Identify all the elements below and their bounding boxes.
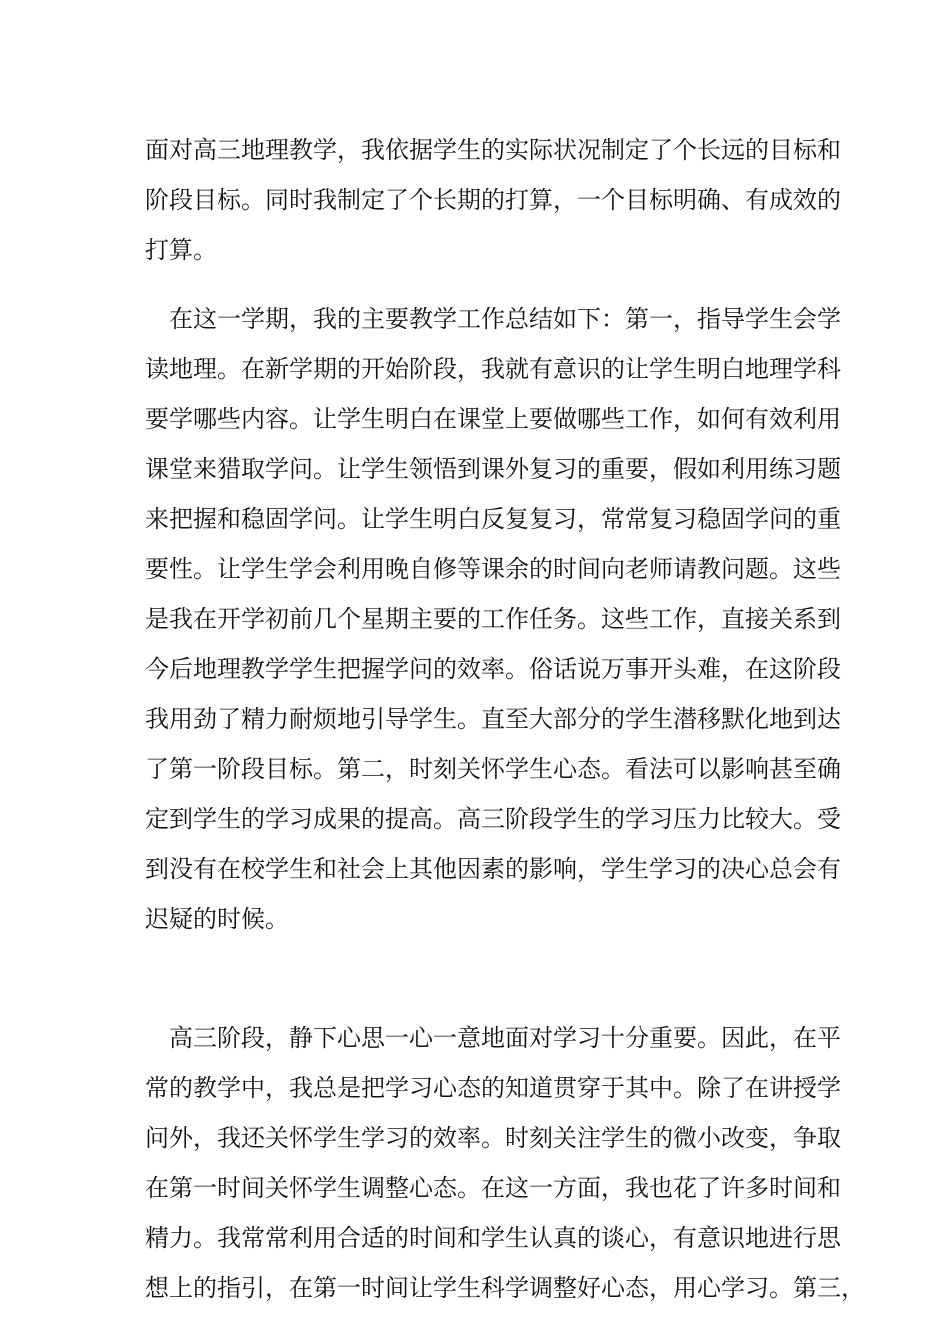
- document-body: [145, 125, 865, 1313]
- text-line: 要学哪些内容。让学生明白在课堂上要做哪些工作，如何有效利用: [145, 405, 841, 433]
- text-line: 面对高三地理教学，我依据学生的实际状况制定了个长远的目标和: [145, 136, 841, 164]
- text-line: 迟疑的时候。: [145, 905, 289, 933]
- text-line: 了第一阶段目标。第二，时刻关怀学生心态。看法可以影响甚至确: [145, 755, 841, 783]
- text-line: 来把握和稳固学问。让学生明白反复复习，常常复习稳固学问的重: [145, 505, 841, 533]
- text-line: 要性。让学生学会利用晚自修等课余的时间向老师请教问题。这些: [145, 555, 841, 583]
- text-line: 打算。: [145, 236, 217, 264]
- text-line: 常的教学中，我总是把学习心态的知道贯穿于其中。除了在讲授学: [145, 1074, 841, 1102]
- text-line: 定到学生的学习成果的提高。高三阶段学生的学习压力比较大。受: [145, 805, 841, 833]
- paragraph-2: [145, 294, 841, 994]
- paragraph-spacer: [145, 994, 810, 1013]
- text-line: 在这一学期，我的主要教学工作总结如下：第一，指导学生会学: [145, 305, 841, 333]
- paragraph-1: [145, 125, 841, 275]
- paragraph-3: [145, 1013, 865, 1313]
- text-line: 读地理。在新学期的开始阶段，我就有意识的让学生明白地理学科: [145, 355, 841, 383]
- text-line: 到没有在校学生和社会上其他因素的影响，学生学习的决心总会有: [145, 855, 841, 883]
- text-line: 是我在开学初前几个星期主要的工作任务。这些工作，直接关系到: [145, 605, 841, 633]
- text-line: 想上的指引，在第一时间让学生科学调整好心态，用心学习。第三，: [145, 1274, 865, 1302]
- text-line: 我用劲了精力耐烦地引导学生。直至大部分的学生潜移默化地到达: [145, 705, 841, 733]
- text-line: 精力。我常常利用合适的时间和学生认真的谈心，有意识地进行思: [145, 1224, 841, 1252]
- text-line: 阶段目标。同时我制定了个长期的打算，一个目标明确、有成效的: [145, 186, 841, 214]
- text-line: 在第一时间关怀学生调整心态。在这一方面，我也花了许多时间和: [145, 1174, 841, 1202]
- text-line: [145, 944, 810, 994]
- text-line: 问外，我还关怀学生学习的效率。时刻关注学生的微小改变，争取: [145, 1124, 841, 1152]
- text-line: 课堂来猎取学问。让学生领悟到课外复习的重要，假如利用练习题: [145, 455, 841, 483]
- text-line: 高三阶段，静下心思一心一意地面对学习十分重要。因此，在平: [145, 1024, 841, 1052]
- paragraph-spacer: [145, 275, 810, 294]
- text-line: 今后地理教学学生把握学问的效率。俗话说万事开头难，在这阶段: [145, 655, 841, 683]
